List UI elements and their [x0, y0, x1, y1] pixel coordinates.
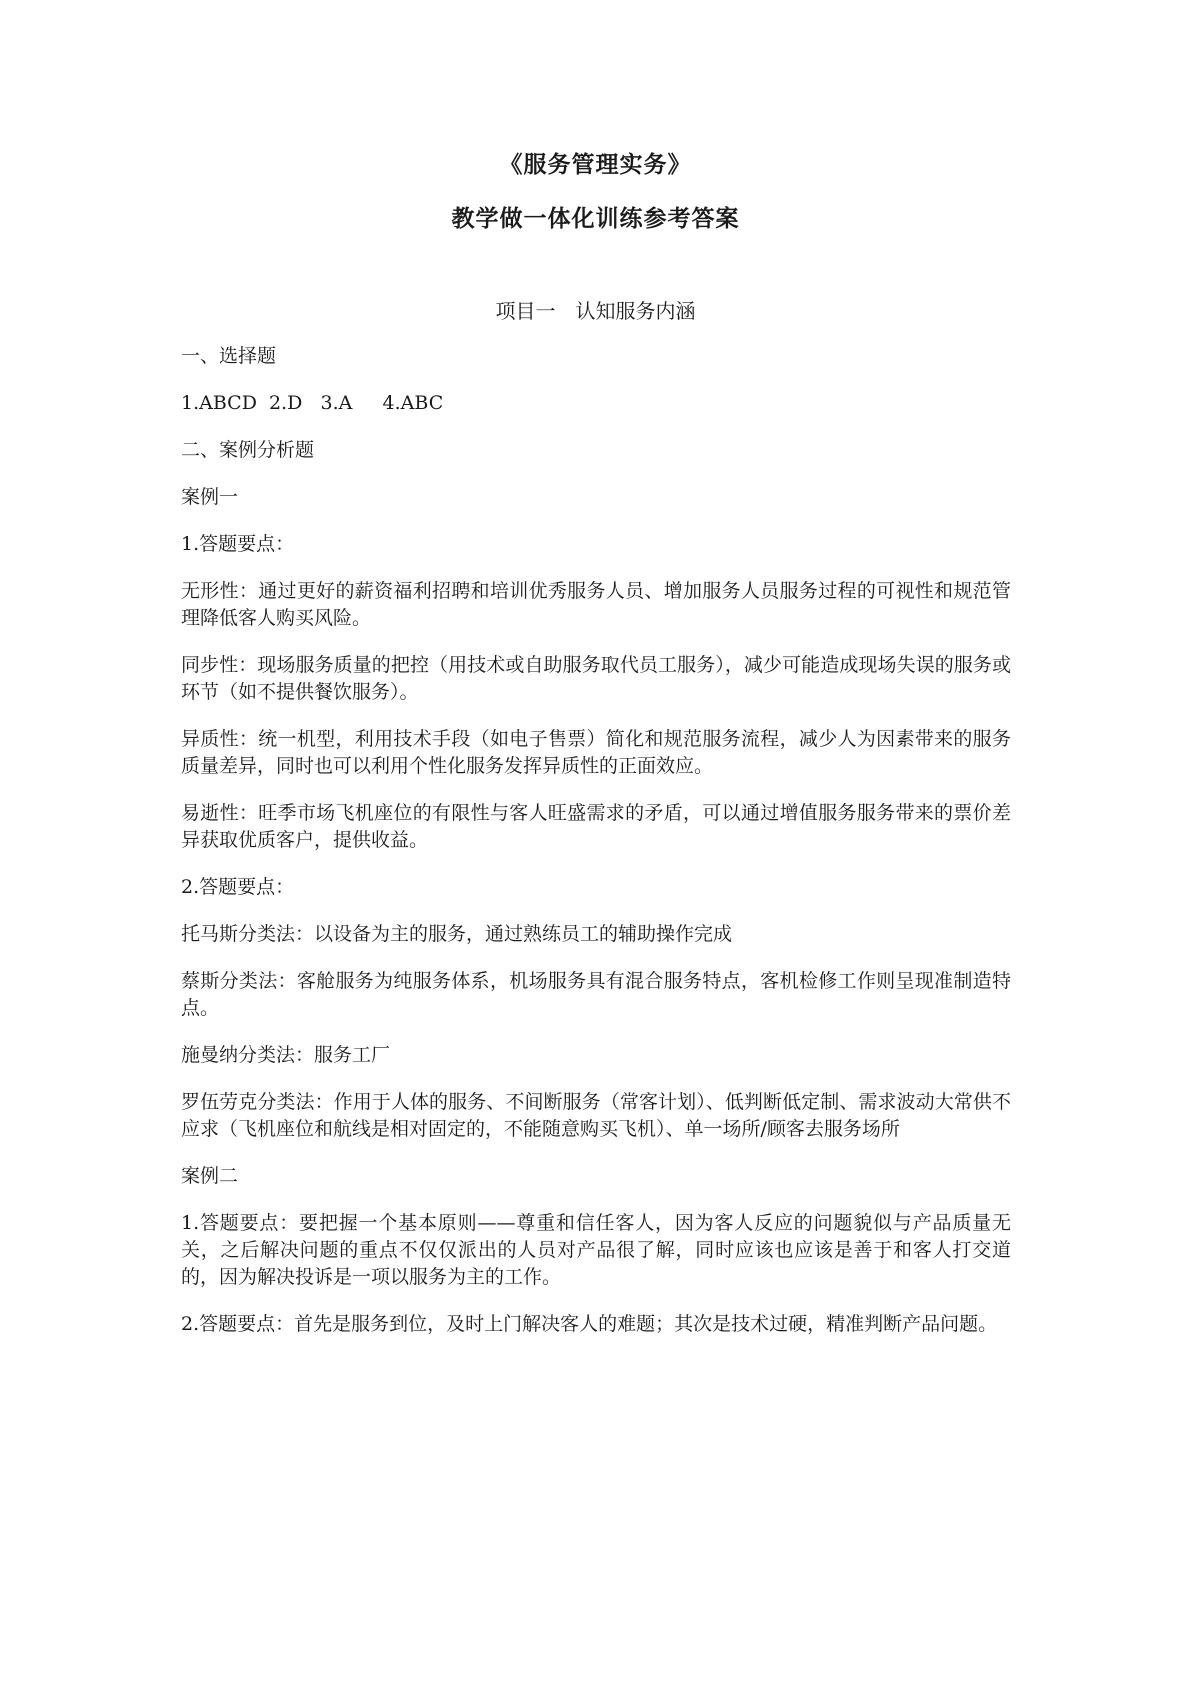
document-subtitle: 教学做一体化训练参考答案 — [451, 206, 740, 232]
project-heading: 项目一 认知服务内涵 — [495, 299, 696, 323]
document-body — [181, 343, 1011, 1358]
case-two-heading: 案例二 — [181, 1165, 239, 1187]
case-two-answer-2: 2.答题要点：首先是服务到位，及时上门解决客人的难题；其次是技术过硬，精准判断产品问题。 — [181, 1313, 998, 1335]
section-heading-multiple-choice: 一、选择题 — [181, 345, 277, 367]
answer-intangibility: 无形性：通过更好的薪资福利招聘和培训优秀服务人员、增加服务人员服务过程的可视性和规范管理降低客人购买风险。 — [181, 580, 1011, 629]
answer-lovelock-classification: 罗伍劳克分类法：作用于人体的服务、不间断服务（常客计划）、低判断低定制、需求波动大常供不应求（飞机座位和航线是相对固定的，不能随意购买飞机）、单一场所/顾客去服务场所 — [181, 1091, 1011, 1140]
answer-heterogeneity: 异质性：统一机型，利用技术手段（如电子售票）简化和规范服务流程，减少人为因素带来的服务质量差异，同时也可以利用个性化服务发挥异质性的正面效应。 — [181, 728, 1011, 777]
answer-chase-classification: 蔡斯分类法：客舱服务为纯服务体系，机场服务具有混合服务特点，客机检修工作则呈现准制造特点。 — [181, 970, 1011, 1019]
case-one-heading: 案例一 — [181, 486, 239, 508]
answer-perishability: 易逝性：旺季市场飞机座位的有限性与客人旺盛需求的矛盾，可以通过增值服务服务带来的票价差异获取优质客户，提供收益。 — [181, 802, 1011, 851]
case-two-answer-1: 1.答题要点：要把握一个基本原则——尊重和信任客人，因为客人反应的问题貌似与产品质量无关，之后解决问题的重点不仅仅派出的人员对产品很了解，同时应该也应该是善于和客人打交道的，因为解决投诉是一项以服务为主的工作。 — [181, 1212, 1011, 1288]
answer-simultaneity: 同步性：现场服务质量的把控（用技术或自助服务取代员工服务），减少可能造成现场失误的服务或环节（如不提供餐饮服务）。 — [181, 654, 1011, 703]
case-one-question-2: 2.答题要点： — [181, 876, 295, 898]
case-one-question-1: 1.答题要点： — [181, 533, 295, 555]
answer-schmenner-classification: 施曼纳分类法：服务工厂 — [181, 1044, 391, 1066]
document-title: 《服务管理实务》 — [499, 152, 692, 178]
section-heading-case-analysis: 二、案例分析题 — [181, 439, 315, 461]
answer-thomas-classification: 托马斯分类法：以设备为主的服务，通过熟练员工的辅助操作完成 — [181, 923, 733, 945]
multiple-choice-answers: 1.ABCD 2.D 3.A 4.ABC — [181, 392, 444, 414]
